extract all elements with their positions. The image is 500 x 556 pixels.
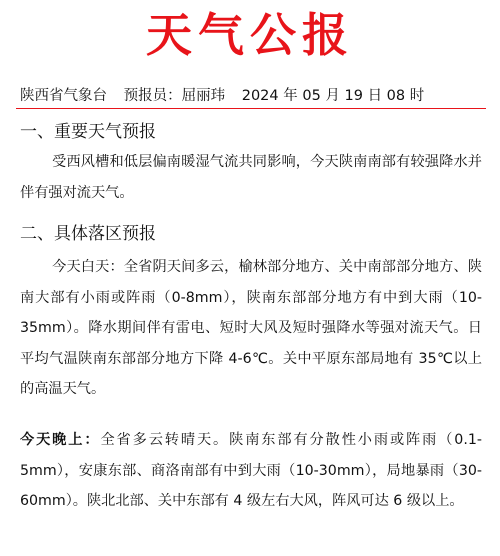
daytime-label: 今天白天： — [52, 259, 124, 275]
forecaster-name: 预报员：屈丽玮 — [123, 88, 226, 104]
night-label: 今天晚上： — [20, 432, 101, 448]
issuing-station: 陕西省气象台 — [20, 88, 107, 104]
issue-datetime: 2024 年 05 月 19 日 08 时 — [241, 88, 425, 104]
section-heading-key-forecast: 一、重要天气预报 — [20, 122, 156, 142]
daytime-forecast-paragraph — [20, 252, 482, 405]
night-text: 全省多云转晴天。陕南东部有分散性小雨或阵雨（0.1-5mm），安康东部、商洛南部有中到大雨（10-30mm），局地暴雨（30-60mm）。陕北北部、关中东部有 4 级左右大风，阵风可达 6 级以上。 — [20, 432, 482, 509]
bulletin-title: 天气公报 — [146, 8, 354, 62]
key-forecast-paragraph — [20, 147, 482, 208]
bulletin-meta-line — [20, 86, 490, 106]
key-forecast-text: 受西风槽和低层偏南暖湿气流共同影响，今天陕南南部有较强降水并伴有强对流天气。 — [20, 154, 482, 201]
night-forecast-paragraph — [20, 425, 482, 517]
red-divider — [16, 108, 486, 109]
daytime-text: 全省阴天间多云，榆林部分地方、关中南部部分地方、陕南大部有小雨或阵雨（0-8mm），陕南东部部分地方有中到大雨（10-35mm）。降水期间伴有雷电、短时大风及短时强降水等强对流天气。日平均气温陕南东部部分地方下降 4-6℃。关中平原东部局地有 35℃以上的高温天气。 — [20, 259, 482, 397]
section-heading-area-forecast: 二、具体落区预报 — [20, 224, 156, 244]
